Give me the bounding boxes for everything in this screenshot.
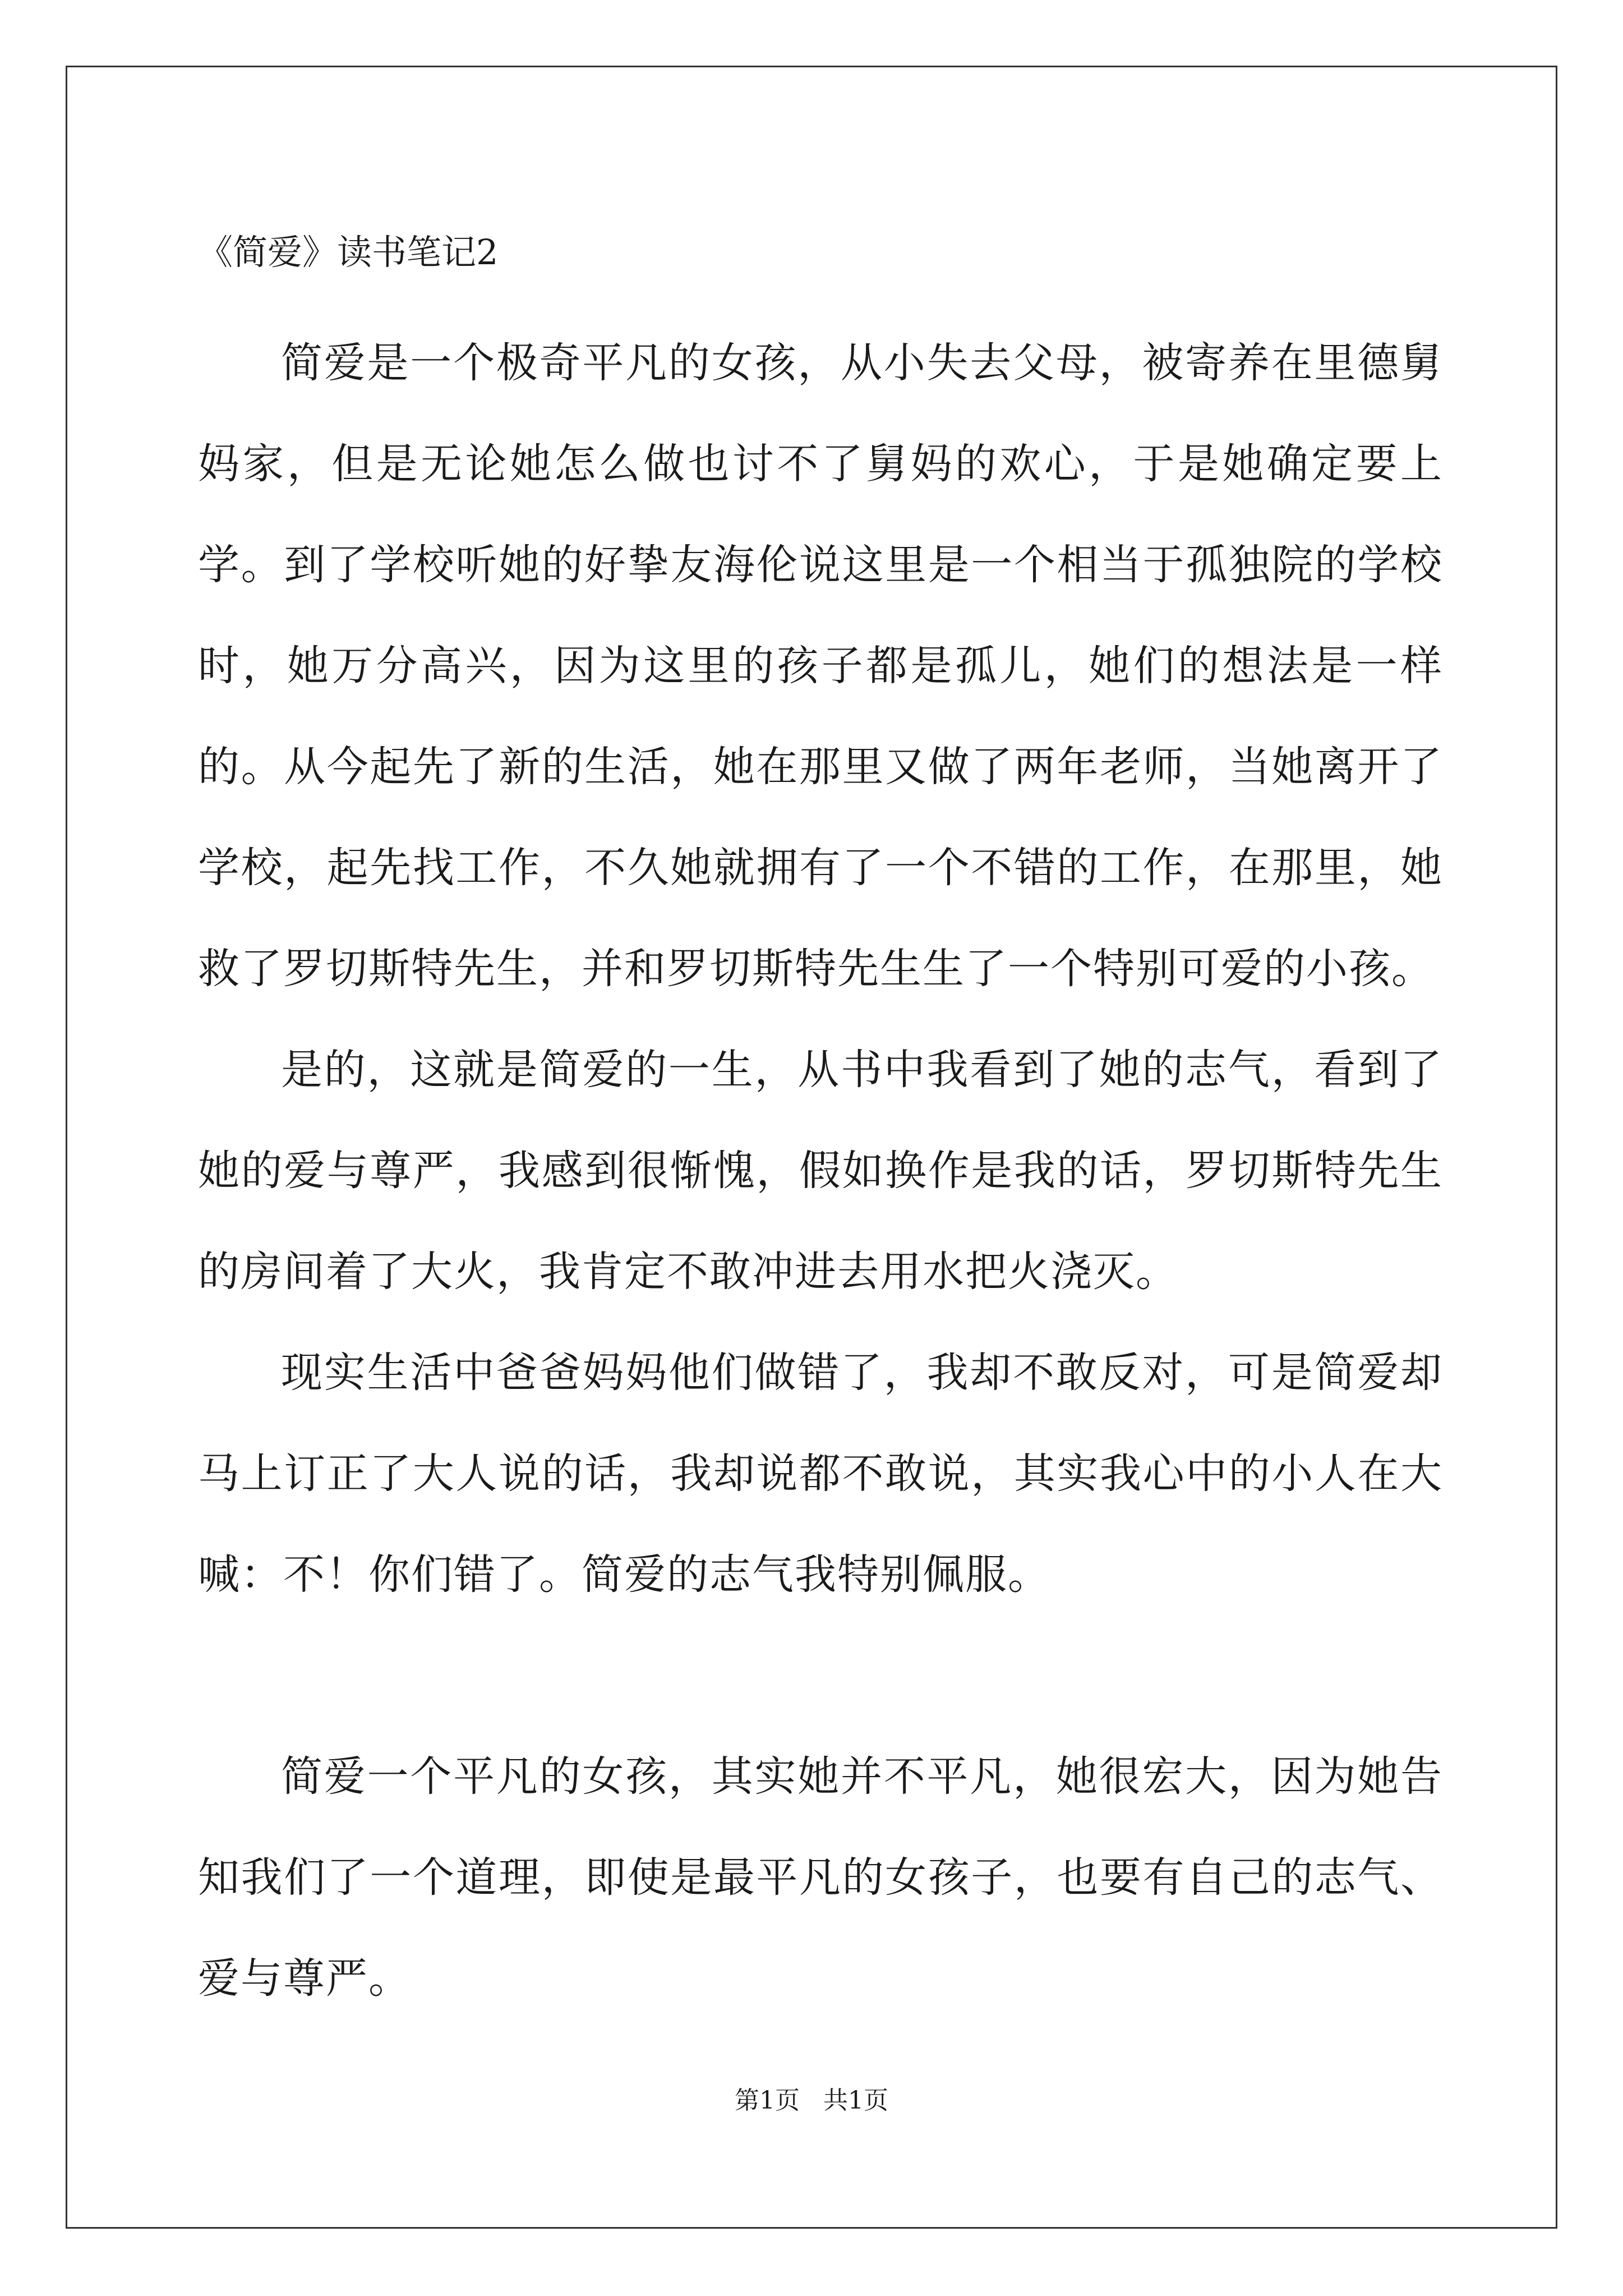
page-number-footer: 第1页 共1页 — [735, 2086, 888, 2115]
paragraph-2: 是的，这就是简爱的一生，从书中我看到了她的志气，看到了她的爱与尊严，我感到很惭愧，假如换作是我的话，罗切斯特先生的房间着了大火，我肯定不敢冲进去用水把火浇灭。 — [198, 1046, 1443, 1296]
paragraph-3: 现实生活中爸爸妈妈他们做错了，我却不敢反对，可是简爱却马上订正了大人说的话，我却说都不敢说，其实我心中的小人在大喊：不！你们错了。简爱的志气我特别佩服。 — [198, 1349, 1443, 1599]
document-title: 《简爱》读书笔记2 — [198, 232, 499, 273]
paragraph-4: 简爱一个平凡的女孩，其实她并不平凡，她很宏大，因为她告知我们了一个道理，即使是最平凡的女孩子，也要有自己的志气、爱与尊严。 — [198, 1752, 1443, 2003]
paragraph-1: 简爱是一个极奇平凡的女孩，从小失去父母，被寄养在里德舅妈家，但是无论她怎么做也讨不了舅妈的欢心，于是她确定要上学。到了学校听她的好挚友海伦说这里是一个相当于孤独院的学校时，她万分高兴，因为这里的孩子都是孤儿，她们的想法是一样的。从今起先了新的生活，她在那里又做了两年老师，当她离开了学校，起先找工作，不久她就拥有了一个不错的工作，在那里，她救了罗切斯特先生，并和罗切斯特先生生了一个特别可爱的小孩。 — [198, 339, 1443, 993]
